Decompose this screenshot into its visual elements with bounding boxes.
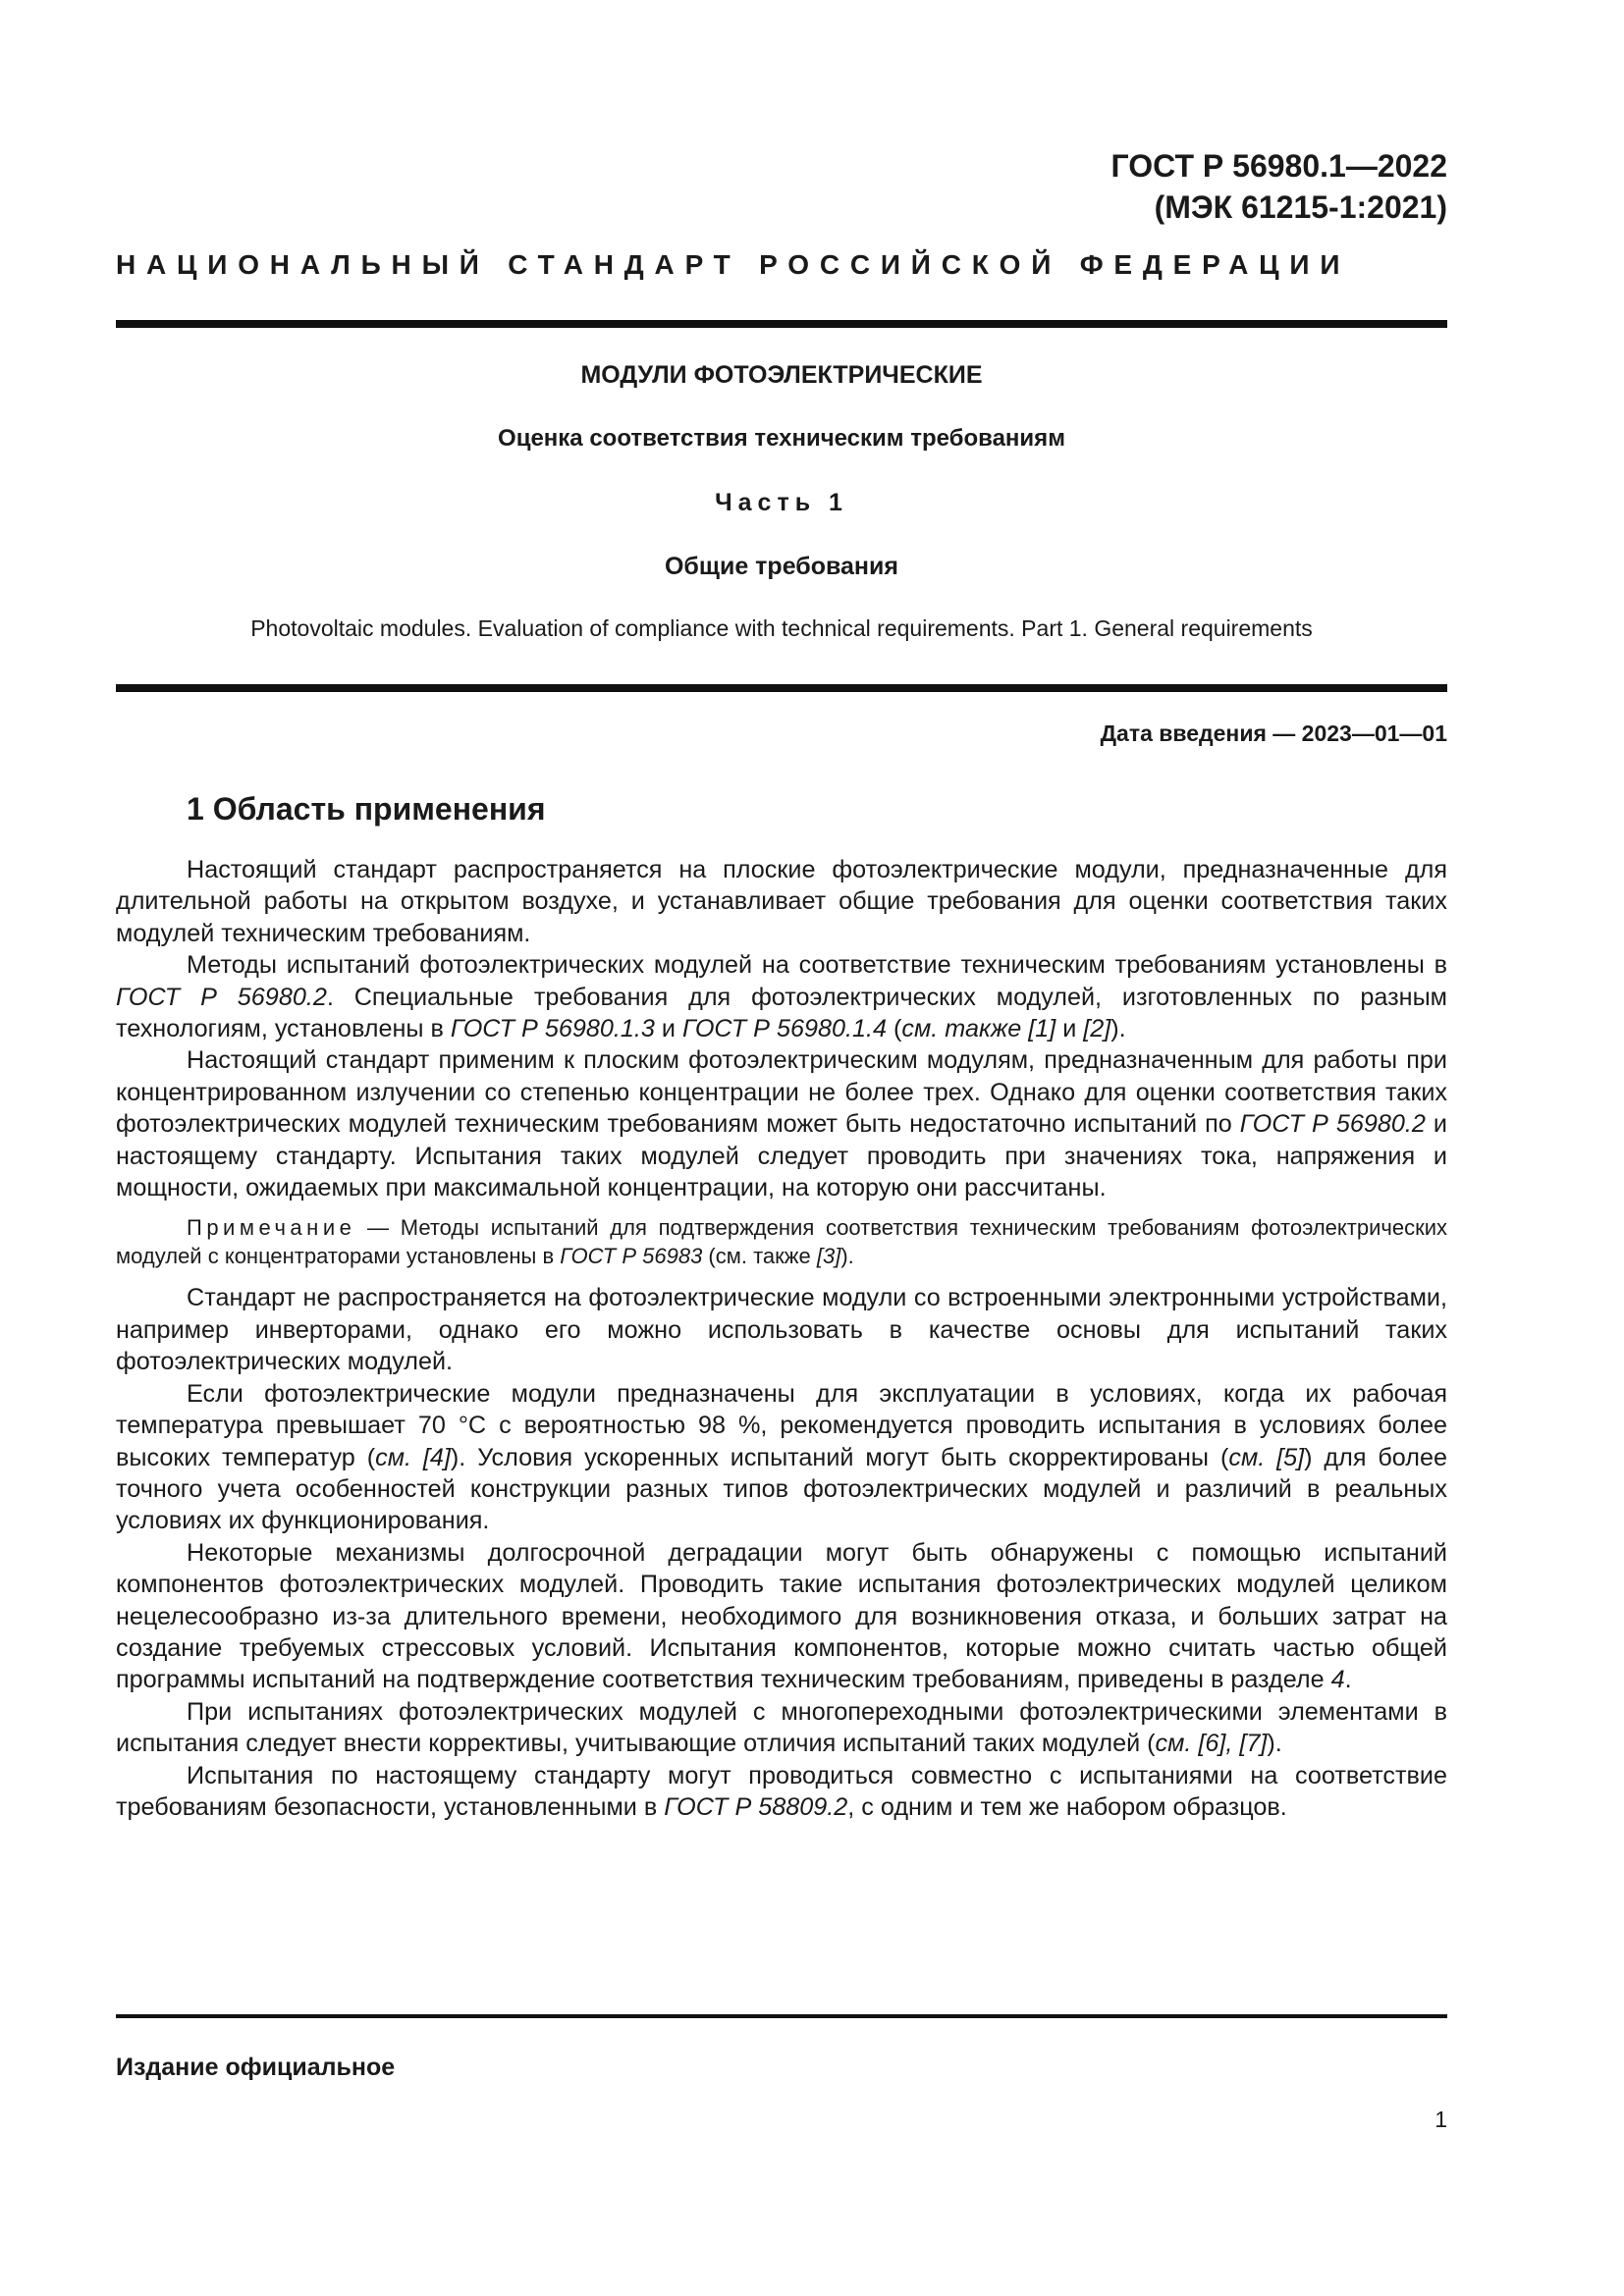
document-title: МОДУЛИ ФОТОЭЛЕКТРИЧЕСКИЕ bbox=[580, 361, 983, 389]
introduction-date: Дата введения — 2023—01—01 bbox=[1100, 721, 1447, 746]
paragraph-exclusions: Стандарт не распространяется на фотоэлектрические модули со встроенными электронными устройствами, например инверторами, однако его можно использовать в качестве основы для испытаний таких фотоэлектрических модулей. bbox=[116, 1284, 1447, 1376]
reference-link: ГОСТ Р 56980.1.4 bbox=[681, 1015, 888, 1043]
reference-link: ГОСТ Р 56983 bbox=[560, 1244, 703, 1269]
reference-link: ГОСТ Р 58809.2 bbox=[664, 1792, 848, 1821]
paragraph-temperature: Если фотоэлектрические модули предназначены для эксплуатации в условиях, когда их рабочая температура превышает 70 °С с вероятностью 98 %, рекомендуется проводить испытания в условиях более высоких температур (см. [4]). Условия ускоренных испытаний могут быть скорректированы (см. [5]) для более точного учета особенностей конструкции разных типов фотоэлектрических модулей и различий в реальных условиях их функционирования. bbox=[116, 1379, 1447, 1535]
standard-number: ГОСТ Р 56980.1—2022 bbox=[1110, 148, 1447, 184]
part-title: Общие требования bbox=[664, 553, 898, 580]
note-label: Примечание bbox=[187, 1215, 356, 1241]
paragraph-multijunction: При испытаниях фотоэлектрических модулей с многопереходными фотоэлектрическими элементами в испытания следует внести коррективы, учитывающие отличия испытаний таких модулей (см. [6], [7]). bbox=[116, 1697, 1447, 1758]
paragraph-test-methods: Методы испытаний фотоэлектрических модулей на соответствие техническим требованиям установлены в ГОСТ Р 56980.2. Специальные требования для фотоэлектрических модулей, изготовленных по разным технологиям, установлены в ГОСТ Р 56980.1.3 и ГОСТ Р 56980.1.4 (см. также [1] и [2]). bbox=[116, 951, 1447, 1043]
reference-link: [2] bbox=[1083, 1015, 1111, 1043]
paragraph-safety: Испытания по настоящему стандарту могут проводиться совместно с испытаниями на соответствие требованиям безопасности, установленными в ГОСТ Р 58809.2, с одним и тем же набором образцов. bbox=[116, 1761, 1447, 1821]
reference-link: см. [5] bbox=[1228, 1443, 1305, 1471]
paragraph-degradation: Некоторые механизмы долгосрочной деградации могут быть обнаружены с помощью испытаний компонентов фотоэлектрических модулей. Проводить такие испытания фотоэлектрических модулей целиком нецелесообразно из-за длительного времени, необходимого для возникновения отказа, и больших затрат на создание требуемых стрессовых условий. Испытания компонентов, которые можно считать частью общей программы испытаний на подтверждение соответствия техническим требованиям, приведены в разделе 4. bbox=[116, 1538, 1447, 1694]
footer-divider bbox=[116, 2014, 1447, 2018]
note-paragraph: Примечание — Методы испытаний для подтверждения соответствия техническим требованиям фотоэлектрических модулей с концентраторами установлены в ГОСТ Р 56983 (см. также [3]). bbox=[116, 1215, 1447, 1269]
reference-link: см. также [1] bbox=[901, 1015, 1056, 1043]
paragraph-scope: Настоящий стандарт распространяется на плоские фотоэлектрические модули, предназначенные для длительной работы на открытом воздухе, и устанавливает общие требования для оценки соответствия таких модулей техническим требованиям. bbox=[116, 856, 1447, 947]
reference-link: ГОСТ Р 56980.2 bbox=[116, 983, 327, 1011]
top-divider bbox=[116, 320, 1447, 328]
official-edition-label: Издание официальное bbox=[116, 2054, 396, 2081]
paragraph-concentrated: Настоящий стандарт применим к плоским фотоэлектрическим модулям, предназначенным для работы при концентрированном излучении со степенью концентрации не более трех. Однако для оценки соответствия таких фотоэлектрических модулей техническим требованиям может быть недостаточно испытаний по ГОСТ Р 56980.2 и настоящему стандарту. Испытания таких модулей следует проводить при значениях тока, напряжения и мощности, ожидаемых при максимальной концентрации, на которую они рассчитаны. bbox=[116, 1046, 1447, 1202]
document-subtitle: Оценка соответствия техническим требованиям bbox=[498, 425, 1065, 452]
reference-link: 4 bbox=[1330, 1666, 1345, 1694]
reference-link: ГОСТ Р 56980.1.3 bbox=[450, 1015, 655, 1043]
part-label: Часть 1 bbox=[715, 489, 848, 516]
standard-designation bbox=[1111, 145, 1447, 228]
iec-number: (МЭК 61215-1:2021) bbox=[1154, 189, 1447, 225]
reference-link: ГОСТ Р 56980.2 bbox=[1239, 1110, 1426, 1139]
page-number: 1 bbox=[1435, 2107, 1447, 2132]
reference-link: см. [6], [7] bbox=[1155, 1730, 1268, 1758]
national-standard-banner: НАЦИОНАЛЬНЫЙ СТАНДАРТ РОССИЙСКОЙ ФЕДЕРАЦИИ bbox=[116, 249, 1351, 280]
english-title: Photovoltaic modules. Evaluation of compliance with technical requirements. Part 1. General requirements bbox=[250, 615, 1313, 641]
section-body bbox=[116, 854, 1447, 1823]
title-divider bbox=[116, 684, 1447, 692]
reference-link: [3] bbox=[816, 1244, 841, 1269]
reference-link: см. [4] bbox=[375, 1443, 451, 1471]
section-heading: 1 Область применения bbox=[187, 791, 546, 827]
